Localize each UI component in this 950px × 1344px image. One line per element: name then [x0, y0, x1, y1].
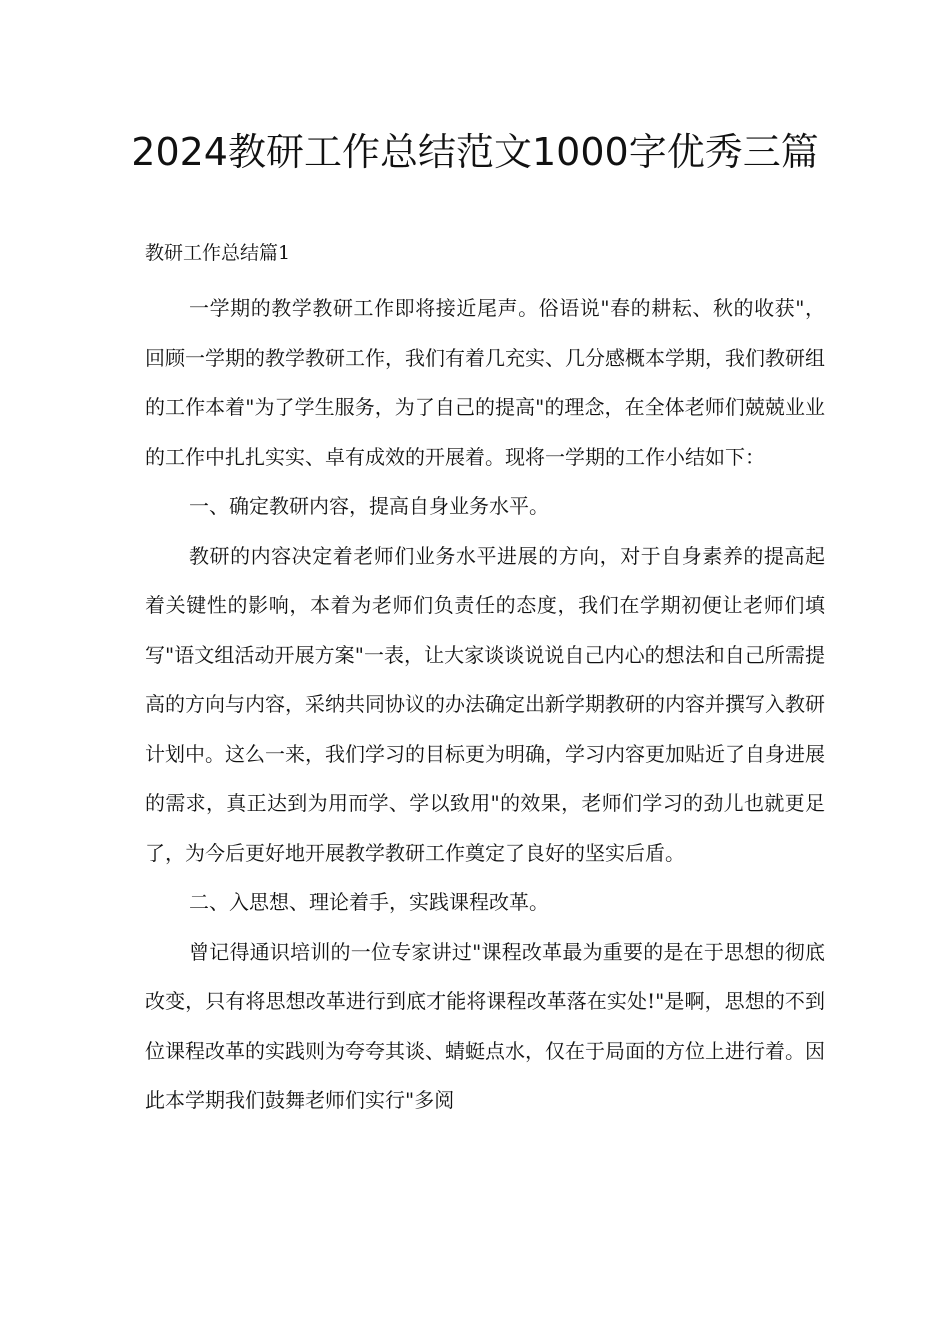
- paragraph-curriculum-reform: 曾记得通识培训的一位专家讲过"课程改革最为重要的是在于思想的彻底改变，只有将思想改革进行到底才能将课程改革落在实处!"是啊，思想的不到位课程改革的实践则为夸夸其谈、蜻蜓点水，仅在于局面的方位上进行着。因此本学期我们鼓舞老师们实行"多阅: [145, 939, 825, 1112]
- paragraph-intro: 一学期的教学教研工作即将接近尾声。俗语说"春的耕耘、秋的收获"，回顾一学期的教学教研工作，我们有着几充实、几分感概本学期，我们教研组的工作本着"为了学生服务，为了自己的提高"的理念，在全体老师们兢兢业业的工作中扎扎实实、卓有成效的开展着。现将一学期的工作小结如下：: [145, 296, 825, 469]
- document-title: 2024教研工作总结范文1000字优秀三篇: [131, 130, 819, 174]
- subheading-1: 一、确定教研内容，提高自身业务水平。: [189, 494, 549, 518]
- subheading-2: 二、入思想、理论着手，实践课程改革。: [189, 890, 549, 914]
- section-label: 教研工作总结篇1: [145, 242, 291, 264]
- paragraph-research-content: 教研的内容决定着老师们业务水平进展的方向，对于自身素养的提高起着关键性的影响，本着为老师们负责任的态度，我们在学期初便让老师们填写"语文组活动开展方案"一表，让大家谈谈说说自己内心的想法和自己所需提高的方向与内容，采纳共同协议的办法确定出新学期教研的内容并撰写入教研计划中。这么一来，我们学习的目标更为明确，学习内容更加贴近了自身进展的需求，真正达到为用而学、学以致用"的效果，老师们学习的劲儿也就更足了，为今后更好地开展教学教研工作奠定了良好的坚实后盾。: [145, 543, 825, 865]
- document-body: [145, 284, 825, 1126]
